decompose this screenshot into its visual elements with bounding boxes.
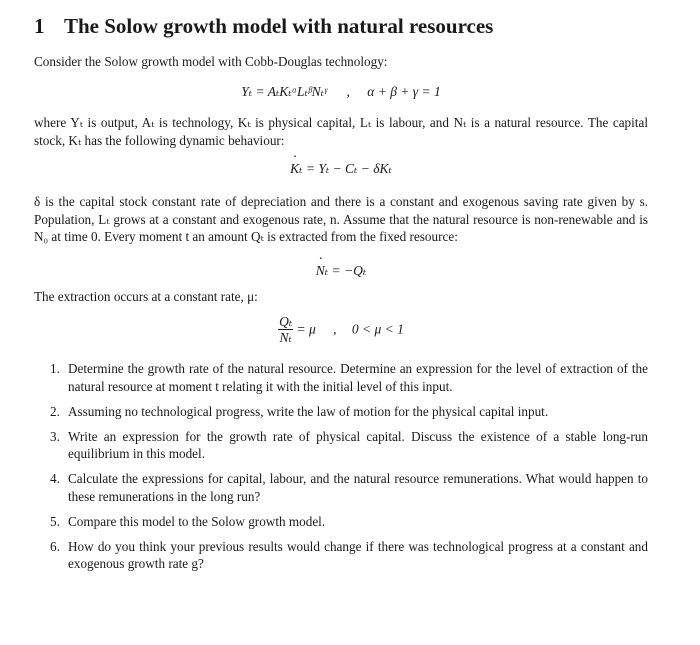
extraction-rhs: = μ (296, 321, 316, 337)
variables-paragraph: where Yₜ is output, Aₜ is technology, Kₜ is physical capital, Lₜ is labour, and Nₜ is a natural resource. The capital stock, Kₜ has the following dynamic behaviour: (34, 115, 648, 148)
list-item: 3. Write an expression for the growth rate of physical capital. Discuss the existence of a stable long-run equilibrium in this model. (50, 428, 648, 461)
list-item: 1. Determine the growth rate of the natural resource. Determine an expression for the level of extraction of the natural resource at moment t relating it with the initial level of this input. (50, 361, 648, 394)
fraction-numerator: Qₜ (279, 314, 293, 329)
list-item: 2. Assuming no technological progress, write the law of motion for the physical capital input. (50, 403, 549, 419)
extraction-paragraph: The extraction occurs at a constant rate, μ: (34, 289, 258, 304)
list-item: 5. Compare this model to the Solow growth model. (50, 513, 326, 529)
capital-equation (34, 161, 648, 177)
production-constraint: α + β + γ = 1 (367, 84, 441, 99)
section-title: The Solow growth model with natural resources (64, 14, 494, 38)
extraction-constraint: 0 < μ < 1 (351, 321, 404, 337)
section-number: 1 (34, 14, 45, 38)
assumptions-paragraph: δ is the capital stock constant rate of depreciation and there is a constant and exogenous saving rate given by s. Population, Lₜ grows at a constant and exogenous rate, n. Assume that the natural resource is non-renewable and is N₀ at time 0. Every moment t an amount Qₜ is extracted from the fixed resource: (34, 194, 648, 244)
list-item: 4. Calculate the expressions for capital, labour, and the natural resource remunerations. What would happen to these remunerations in the long run? (50, 471, 648, 504)
resource-equation (34, 263, 648, 279)
extraction-equation: $\frac{\text{Qₜ}}{\text{Nₜ}}$ = μ , 0 < μ < 1 (279, 314, 404, 345)
question-list (34, 360, 648, 580)
extraction-fraction (278, 314, 293, 345)
resource-law-of-motion: · Nₜ = −Qₜ (316, 263, 366, 279)
production-function: Yₜ = AₜKₜᵅLₜᵝNₜᵞ (241, 84, 328, 99)
intro-paragraph: Consider the Solow growth model with Cobb-Douglas technology: (34, 54, 388, 69)
capital-law-of-motion: · Kₜ = Yₜ − Cₜ − δKₜ (290, 161, 392, 177)
list-item: 6. How do you think your previous results would change if there was technological progress at a constant and exogenous growth rate g? (50, 538, 648, 571)
section-heading (34, 14, 493, 39)
production-equation: Yₜ = AₜKₜᵅLₜᵝNₜᵞ , α + β + γ = 1 (241, 84, 441, 99)
fraction-denominator: Nₜ (279, 330, 292, 345)
